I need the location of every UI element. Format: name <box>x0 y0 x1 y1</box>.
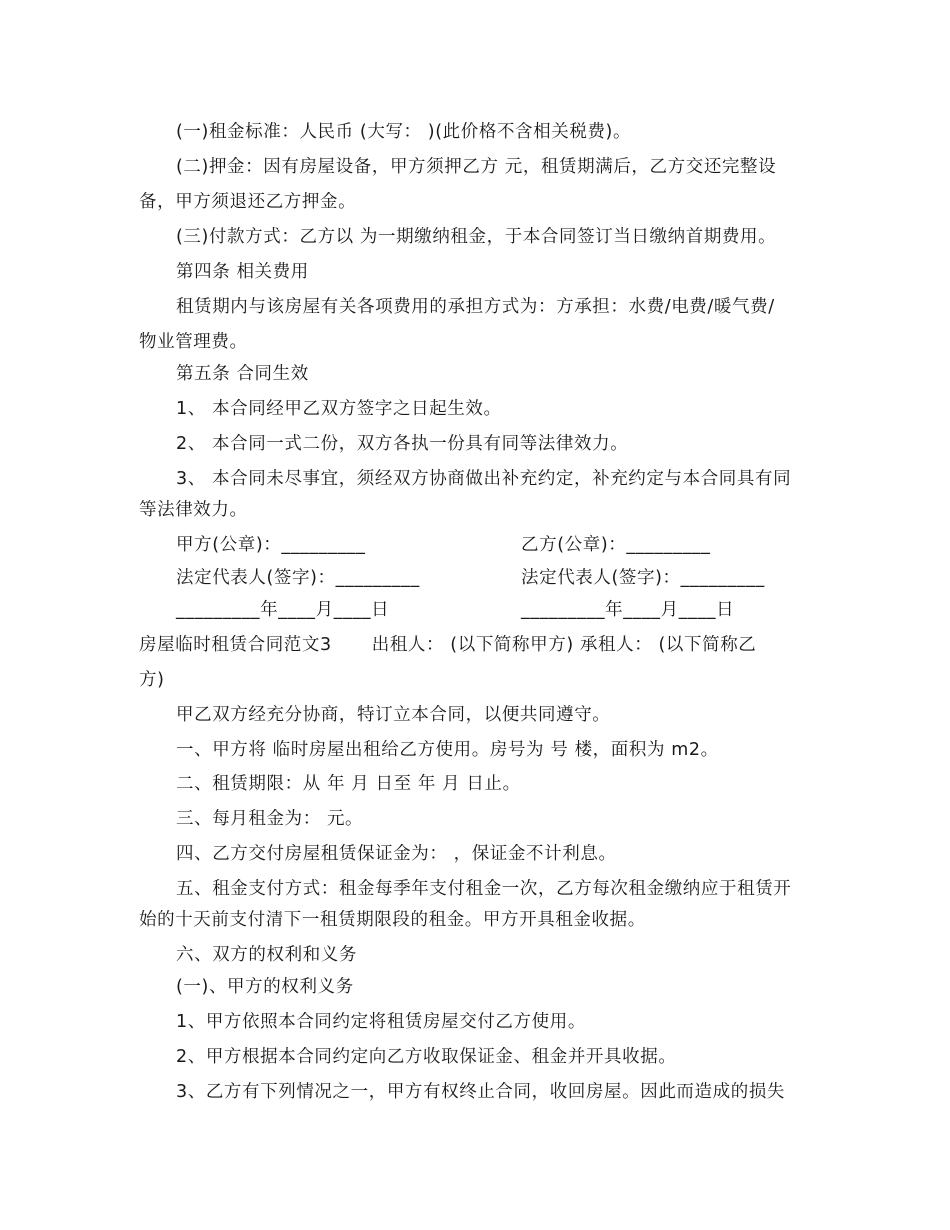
effect-clause-3: 3、 本合同未尽事宜，须经双方协商做出补充约定，补充约定与本合同具有同 <box>176 469 792 489</box>
clause-2-line: 二、租赁期限：从 年 月 日至 年 月 日止。 <box>176 774 521 794</box>
parties-line-cont: 方) <box>139 670 165 690</box>
party-a-date: _________年____月____日 <box>176 600 390 620</box>
party-a-seal: 甲方(公章)：_________ <box>176 535 366 555</box>
party-a-right-1: 1、甲方依照本合同约定将租赁房屋交付乙方使用。 <box>176 1012 586 1032</box>
contract-3-title: 房屋临时租赁合同范文3 <box>139 635 332 655</box>
clause-5-line: 五、租金支付方式：租金每季年支付租金一次，乙方每次租金缴纳应于租赁开 <box>176 879 792 899</box>
effect-clause-1: 1、 本合同经甲乙双方签字之日起生效。 <box>176 399 502 419</box>
payment-method-line: (三)付款方式：乙方以 为一期缴纳租金，于本合同签订当日缴纳首期费用。 <box>176 227 777 247</box>
fees-line-cont: 物业管理费。 <box>139 332 248 352</box>
effect-clause-2: 2、 本合同一式二份，双方各执一份具有同等法律效力。 <box>176 434 629 454</box>
party-a-right-2: 2、甲方根据本合同约定向乙方收取保证金、租金并开具收据。 <box>176 1047 677 1067</box>
clause-6-heading: 六、双方的权利和义务 <box>176 945 357 965</box>
deposit-line-cont: 备，甲方须退还乙方押金。 <box>139 192 357 212</box>
party-a-rights-heading: (一)、甲方的权利义务 <box>176 977 354 997</box>
article-5-heading: 第五条 合同生效 <box>176 364 309 384</box>
party-a-representative: 法定代表人(签字)：_________ <box>176 568 420 588</box>
clause-1-line: 一、甲方将 临时房屋出租给乙方使用。房号为 号 楼，面积为 m2。 <box>176 740 719 760</box>
rent-standard-line: (一)租金标准：人民币 (大写： )(此价格不含相关税费)。 <box>176 122 632 142</box>
parties-line: 出租人： (以下简称甲方) 承租人： (以下简称乙 <box>371 635 757 655</box>
fees-line: 租赁期内与该房屋有关各项费用的承担方式为：方承担：水费/电费/暖气费/ <box>176 297 775 317</box>
party-a-right-3: 3、乙方有下列情况之一，甲方有权终止合同，收回房屋。因此而造成的损失 <box>176 1082 786 1102</box>
contract-3-header-line <box>139 633 756 657</box>
preamble-line: 甲乙双方经充分协商，特订立本合同，以便共同遵守。 <box>176 705 611 725</box>
party-b-date: _________年____月____日 <box>521 600 735 620</box>
party-b-representative: 法定代表人(签字)：_________ <box>521 568 765 588</box>
clause-5-line-cont: 始的十天前支付清下一租赁期限段的租金。甲方开具租金收据。 <box>139 910 646 930</box>
effect-clause-3-cont: 等法律效力。 <box>139 500 248 520</box>
deposit-line: (二)押金：因有房屋设备，甲方须押乙方 元，租赁期满后，乙方交还完整设 <box>176 157 777 177</box>
article-4-heading: 第四条 相关费用 <box>176 262 309 282</box>
party-b-seal: 乙方(公章)：_________ <box>521 535 711 555</box>
clause-3-line: 三、每月租金为： 元。 <box>176 809 364 829</box>
clause-4-line: 四、乙方交付房屋租赁保证金为： ，保证金不计利息。 <box>176 844 617 864</box>
